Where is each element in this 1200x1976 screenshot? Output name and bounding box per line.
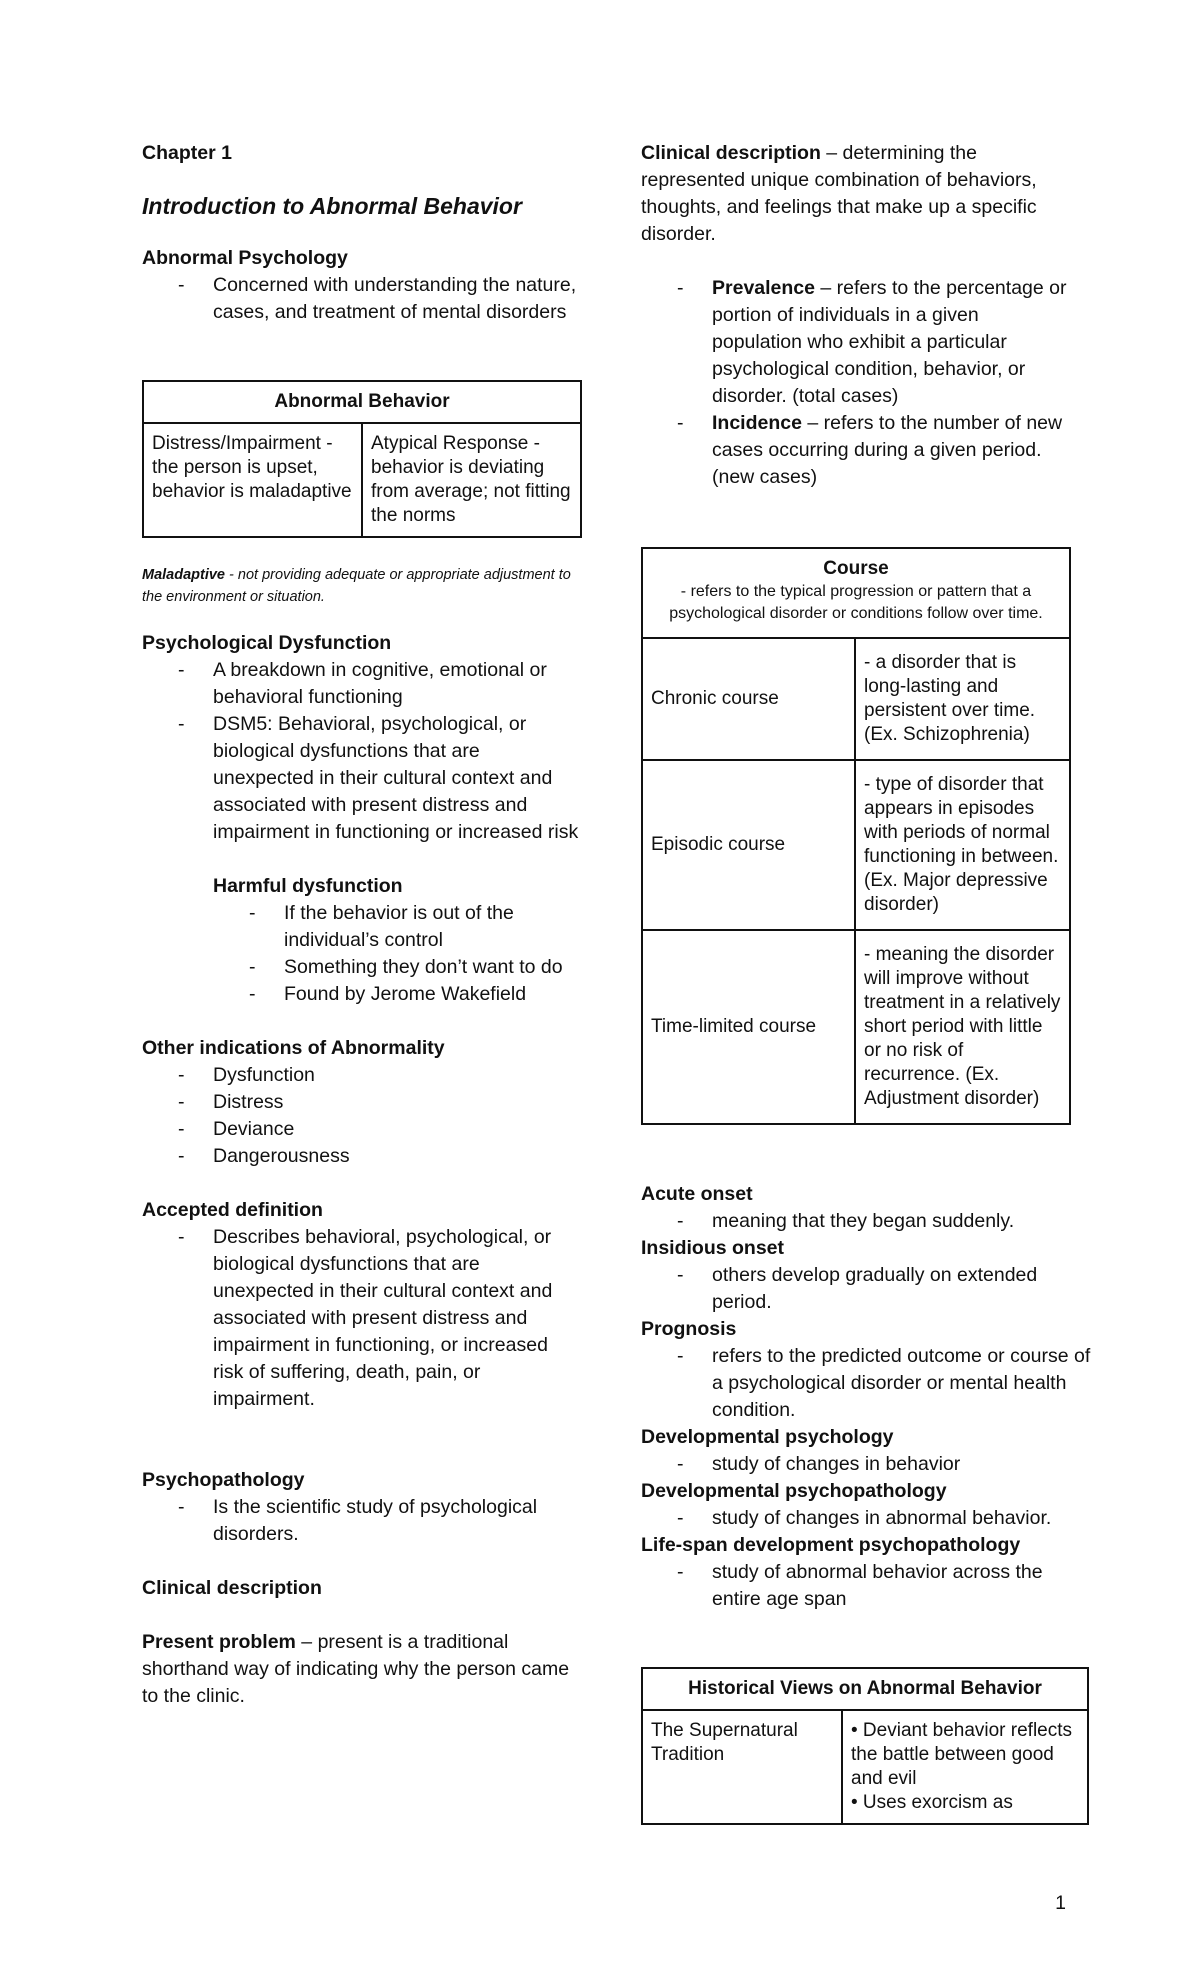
present-problem — [142, 1629, 582, 1710]
list-item: - Is the scientific study of psychological disorders. — [213, 1494, 582, 1548]
other-indications-heading: Other indications of Abnormality — [142, 1037, 445, 1059]
prevalence-text: – refers to the percentage or portion of individuals in a given population who exhibit a particular psychological condition, behavior, or disorder. (total cases) — [712, 277, 1067, 407]
list-item: - If the behavior is out of the individual’s control — [284, 900, 582, 954]
list-item: - A breakdown in cognitive, emotional or behavioral functioning — [213, 657, 582, 711]
course-desc: - type of disorder that appears in episodes with periods of normal functioning in between. (Ex. Major depressive disorder) — [855, 760, 1070, 930]
course-table — [641, 547, 1071, 1125]
term-heading: Developmental psychology — [641, 1426, 894, 1448]
other-indications-list — [142, 1062, 582, 1170]
list-item: - Describes behavioral, psychological, or biological dysfunctions that are unexpected in their cultural context and associated with present distress and impairment in functioning, or increased risk of suffering, death, pain, or impairment. — [213, 1224, 582, 1413]
harmful-dysfunction-heading: Harmful dysfunction — [213, 875, 403, 897]
list-item: - study of changes in abnormal behavior. — [712, 1505, 1091, 1532]
incidence-item — [712, 410, 1072, 491]
table-row — [642, 638, 1070, 760]
list-item: - Something they don’t want to do — [284, 954, 582, 981]
abnormal-behavior-table — [142, 380, 582, 538]
course-desc: - a disorder that is long-lasting and persistent over time. (Ex. Schizophrenia) — [855, 638, 1070, 760]
historical-row-label: The Supernatural Tradition — [642, 1710, 842, 1824]
course-header-title: Course — [823, 558, 889, 579]
incidence-term: Incidence — [712, 412, 802, 434]
course-label: Episodic course — [642, 760, 855, 930]
term-items — [641, 1505, 1091, 1532]
note-text: - not providing adequate or appropriate adjustment to the environment or situation. — [142, 567, 571, 605]
term-items — [641, 1559, 1091, 1613]
chapter-title: Introduction to Abnormal Behavior — [142, 193, 522, 219]
course-header-subtitle: - refers to the typical progression or pattern that a psychological disorder or conditions follow over time. — [669, 583, 1043, 622]
harmful-dysfunction-list — [142, 900, 582, 1008]
course-label: Time-limited course — [642, 930, 855, 1124]
term-heading: Acute onset — [641, 1183, 753, 1205]
list-item: - Distress — [213, 1089, 582, 1116]
clinical-description-heading: Clinical description — [142, 1577, 322, 1599]
psych-dysfunction-list — [142, 657, 582, 846]
present-problem-text: – present is a traditional shorthand way of indicating why the person came to the clinic. — [142, 1631, 570, 1707]
table-row — [642, 1710, 1088, 1824]
term-heading: Life-span development psychopathology — [641, 1534, 1021, 1556]
course-label: Chronic course — [642, 638, 855, 760]
table-row — [642, 760, 1070, 930]
accepted-definition-list — [142, 1224, 582, 1413]
list-item: - Dysfunction — [213, 1062, 582, 1089]
psychopathology-heading: Psychopathology — [142, 1469, 305, 1491]
table-cell-atypical: Atypical Response - behavior is deviating from average; not fitting the norms — [362, 423, 581, 537]
term-items — [641, 1208, 1091, 1235]
term-heading: Insidious onset — [641, 1237, 785, 1259]
maladaptive-note — [142, 564, 582, 608]
list-item: - others develop gradually on extended period. — [712, 1262, 1091, 1316]
term-heading: Prognosis — [641, 1318, 737, 1340]
prevalence-item — [712, 275, 1072, 410]
abnormal-psychology-list — [142, 272, 582, 326]
list-item: - meaning that they began suddenly. — [712, 1208, 1091, 1235]
historical-desc-line: • Uses exorcism as — [851, 1792, 1013, 1813]
psych-dysfunction-heading: Psychological Dysfunction — [142, 632, 392, 654]
clinical-description-text: – determining the represented unique combination of behaviors, thoughts, and feelings that make up a specific disorder. — [641, 142, 1037, 245]
right-column — [641, 140, 1091, 1825]
prevalence-term: Prevalence — [712, 277, 815, 299]
prevalence-incidence-list — [641, 275, 1072, 491]
term-items — [641, 1343, 1091, 1424]
historical-row-desc — [842, 1710, 1088, 1824]
term-items — [641, 1451, 1091, 1478]
historical-views-table — [641, 1667, 1089, 1825]
list-item: - Dangerousness — [213, 1143, 582, 1170]
present-problem-term: Present problem — [142, 1631, 296, 1653]
term-items — [641, 1262, 1091, 1316]
list-item: - study of abnormal behavior across the entire age span — [712, 1559, 1091, 1613]
list-item: - refers to the predicted outcome or course of a psychological disorder or mental health condition. — [712, 1343, 1091, 1424]
term-heading: Developmental psychopathology — [641, 1480, 947, 1502]
table-row — [642, 930, 1070, 1124]
list-item: - study of changes in behavior — [712, 1451, 1091, 1478]
table-cell-distress: Distress/Impairment - the person is upset, behavior is maladaptive — [143, 423, 362, 537]
note-term: Maladaptive — [142, 567, 225, 583]
list-item: - Deviance — [213, 1116, 582, 1143]
incidence-text: – refers to the number of new cases occurring during a given period. (new cases) — [712, 412, 1063, 488]
clinical-description-term: Clinical description — [641, 142, 821, 164]
course-desc: - meaning the disorder will improve without treatment in a relatively short period with little or no risk of recurrence. (Ex. Adjustment disorder) — [855, 930, 1070, 1124]
list-item: - Found by Jerome Wakefield — [284, 981, 582, 1008]
table-header: Abnormal Behavior — [143, 381, 581, 423]
list-item: - Concerned with understanding the nature, cases, and treatment of mental disorders — [213, 272, 582, 326]
page-number: 1 — [1055, 1892, 1066, 1914]
accepted-definition-heading: Accepted definition — [142, 1199, 323, 1221]
historical-header: Historical Views on Abnormal Behavior — [642, 1668, 1088, 1710]
course-header — [642, 548, 1070, 638]
historical-desc-line: • Deviant behavior reflects the battle between good and evil — [851, 1720, 1073, 1789]
list-item: - DSM5: Behavioral, psychological, or biological dysfunctions that are unexpected in their cultural context and associated with present distress and impairment in functioning or increased risk — [213, 711, 582, 846]
left-column — [142, 140, 582, 1710]
abnormal-psychology-heading: Abnormal Psychology — [142, 247, 348, 269]
chapter-label: Chapter 1 — [142, 142, 232, 164]
terms-list — [641, 1181, 1091, 1613]
psychopathology-list — [142, 1494, 582, 1548]
clinical-description-definition — [641, 140, 1061, 248]
